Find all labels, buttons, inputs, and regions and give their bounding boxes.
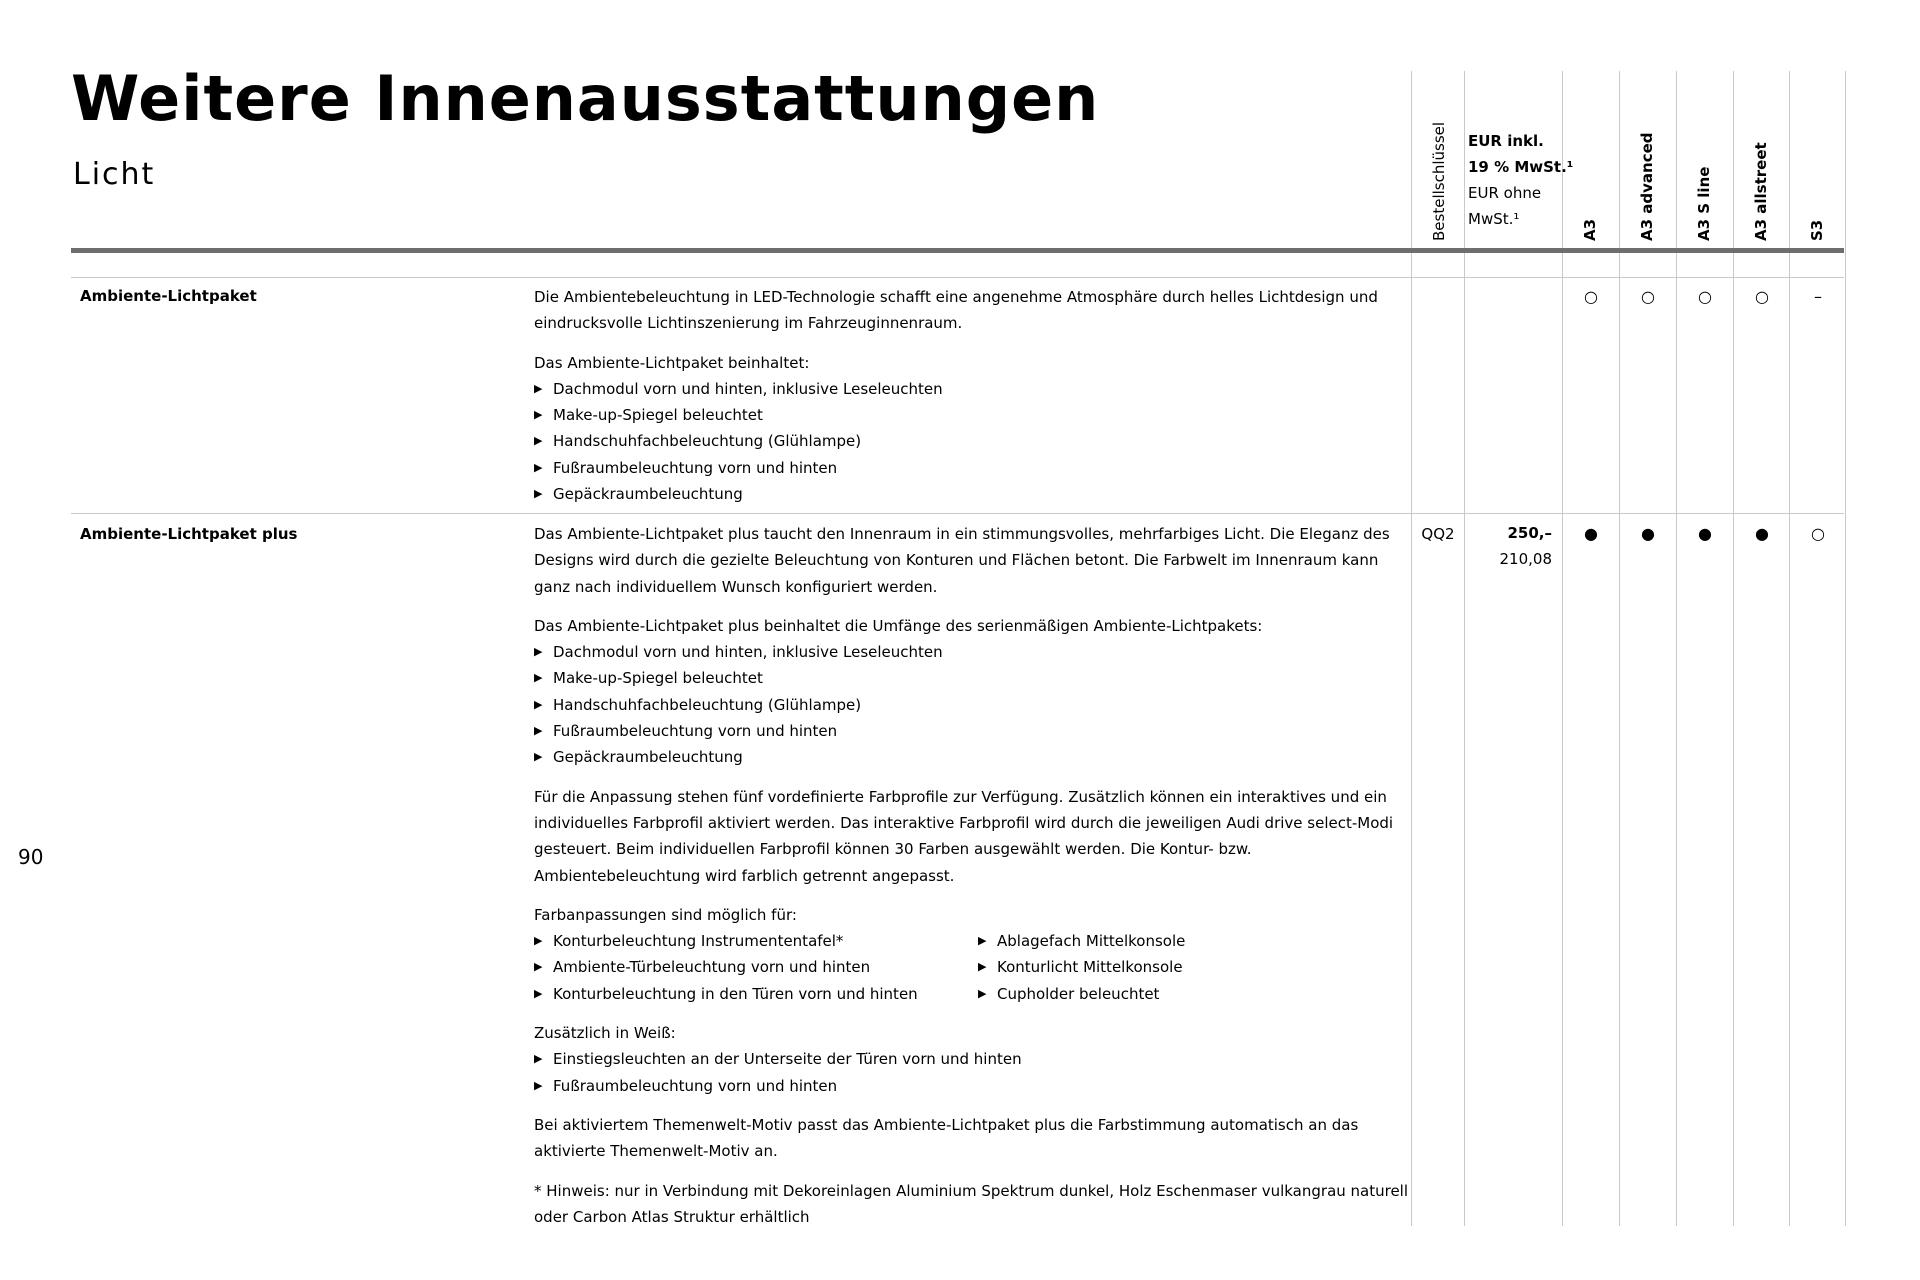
list-item: [534, 665, 1414, 691]
header-model-a3-allstreet: A3 allstreet: [1752, 142, 1770, 241]
row-name: Ambiente-Lichtpaket: [80, 287, 257, 305]
bullet-icon: ▶: [534, 408, 543, 422]
list-item: [534, 455, 1414, 481]
bullet-icon: ▶: [534, 960, 543, 974]
list-item-text: Gepäckraumbeleuchtung: [553, 485, 743, 504]
feature-list: [534, 376, 1414, 507]
bullet-icon: ▶: [534, 986, 543, 1000]
list-item: [534, 428, 1414, 454]
list-item: [534, 718, 1414, 744]
list-item-text: Ablagefach Mittelkonsole: [997, 932, 1186, 951]
list-item: [534, 744, 1414, 770]
list-item-text: Cupholder beleuchtet: [997, 984, 1160, 1003]
list-item-text: Make-up-Spiegel beleuchtet: [553, 669, 763, 688]
list-item: [978, 981, 1185, 1007]
list-item-text: Dachmodul vorn und hinten, inklusive Leseleuchten: [553, 379, 943, 398]
list-item-text: Make-up-Spiegel beleuchtet: [553, 406, 763, 425]
footnote-text: * Hinweis: nur in Verbindung mit Dekoreinlagen Aluminium Spektrum dunkel, Holz Eschenmaser vulkangrau naturell oder Carbon Atlas Struktur erhältlich: [534, 1181, 1409, 1226]
price-block: [1466, 520, 1552, 572]
list-item: [534, 376, 1414, 402]
header-eur-incl-2: 19 % MwSt.¹: [1468, 158, 1574, 176]
header-eur-incl-1: EUR inkl.: [1468, 132, 1544, 150]
availability-a3: ●: [1584, 524, 1598, 543]
header-model-a3-advanced: A3 advanced: [1638, 132, 1656, 241]
list-item: [534, 954, 978, 980]
list-item-text: Ambiente-Türbeleuchtung vorn und hinten: [553, 958, 871, 977]
list-item: [534, 928, 978, 954]
availability-a3-s-line: ○: [1698, 287, 1712, 306]
description-text: Das Ambiente-Lichtpaket plus taucht den Innenraum in ein stimmungsvolles, mehrfarbiges Licht. Die Eleganz des Designs wird durch die gezielte Beleuchtung von Konturen und Flächen betont. Die Farbwelt im Innenraum kann ganz nach individuellem Wunsch konfiguriert werden.: [534, 525, 1390, 596]
list-item: [534, 1046, 1414, 1072]
bullet-icon: ▶: [534, 645, 543, 659]
row-name: Ambiente-Lichtpaket plus: [80, 525, 298, 543]
list-item-text: Dachmodul vorn und hinten, inklusive Leseleuchten: [553, 643, 943, 662]
page-number: 90: [18, 845, 44, 869]
list-item: [534, 481, 1414, 507]
header-order-key: Bestellschlüssel: [1430, 121, 1448, 241]
header-model-a3-s-line: A3 S line: [1695, 166, 1713, 241]
profiles-text: Für die Anpassung stehen fünf vordefinierte Farbprofile zur Verfügung. Zusätzlich können ein interaktives und ein individuelles Farbprofil aktiviert werden. Das interaktive Farbprofil wird durch die jeweiligen Audi drive select-Modi gesteuert. Beim individuellen Farbprofil können 30 Farben ausgewählt werden. Die Kontur- bzw. Ambientebeleuchtung wird farblich getrennt angepasst.: [534, 787, 1394, 885]
color-list-left: [534, 928, 978, 1007]
availability-a3-allstreet: ○: [1755, 287, 1769, 306]
column-divider: [1464, 71, 1465, 1226]
list-item-text: Gepäckraumbeleuchtung: [553, 748, 743, 767]
list-item: [534, 402, 1414, 428]
list-item-text: Fußraumbeleuchtung vorn und hinten: [553, 722, 838, 741]
page-subtitle: Licht: [73, 157, 156, 192]
price-incl-vat: 250,–: [1507, 524, 1552, 542]
bullet-icon: ▶: [534, 934, 543, 948]
white-list-title: Zusätzlich in Weiß:: [534, 1024, 676, 1043]
list-item-text: Fußraumbeleuchtung vorn und hinten: [553, 458, 838, 477]
list-title: Das Ambiente-Lichtpaket beinhaltet:: [534, 353, 810, 372]
bullet-icon: ▶: [534, 381, 543, 395]
header-model-a3: A3: [1581, 218, 1599, 241]
bullet-icon: ▶: [534, 724, 543, 738]
list-item-text: Konturlicht Mittelkonsole: [997, 958, 1183, 977]
list-item-text: Handschuhfachbeleuchtung (Glühlampe): [553, 432, 862, 451]
list-item: [534, 981, 978, 1007]
theme-text: Bei aktiviertem Themenwelt-Motiv passt das Ambiente-Lichtpaket plus die Farbstimmung automatisch an das aktivierte Themenwelt-Motiv an.: [534, 1115, 1359, 1161]
white-list: [534, 1046, 1414, 1099]
availability-a3-allstreet: ●: [1755, 524, 1769, 543]
header-model-s3: S3: [1808, 219, 1826, 241]
list-title: Das Ambiente-Lichtpaket plus beinhaltet die Umfänge des serienmäßigen Ambiente-Lichtpakets:: [534, 616, 1263, 635]
row-description: [534, 521, 1414, 1243]
list-item-text: Fußraumbeleuchtung vorn und hinten: [553, 1076, 838, 1095]
header-eur: [1468, 128, 1573, 232]
availability-a3: ○: [1584, 287, 1598, 306]
bullet-icon: ▶: [534, 750, 543, 764]
availability-s3: ○: [1811, 524, 1825, 543]
column-divider: [1733, 71, 1734, 1226]
column-divider: [1619, 71, 1620, 1226]
list-item: [534, 639, 1414, 665]
bullet-icon: ▶: [534, 671, 543, 685]
availability-a3-advanced: ○: [1641, 287, 1655, 306]
column-divider: [1845, 71, 1846, 1226]
column-divider: [1562, 71, 1563, 1226]
description-text: Die Ambientebeleuchtung in LED-Technologie schafft eine angenehme Atmosphäre durch helles Lichtdesign und eindrucksvolle Lichtinszenierung im Fahrzeuginnenraum.: [534, 288, 1378, 333]
list-item: [534, 692, 1414, 718]
header-eur-excl-1: EUR ohne: [1468, 184, 1542, 202]
table-top-line: [71, 277, 1844, 278]
bullet-icon: ▶: [978, 986, 987, 1000]
column-divider: [1789, 71, 1790, 1226]
bullet-icon: ▶: [978, 934, 987, 948]
list-item-text: Handschuhfachbeleuchtung (Glühlampe): [553, 695, 862, 714]
bullet-icon: ▶: [534, 434, 543, 448]
color-list-title: Farbanpassungen sind möglich für:: [534, 905, 797, 924]
bullet-icon: ▶: [534, 1052, 543, 1066]
color-list-right: [978, 928, 1185, 1007]
list-item-text: Einstiegsleuchten an der Unterseite der Türen vorn und hinten: [553, 1050, 1022, 1069]
bullet-icon: ▶: [534, 487, 543, 501]
list-item-text: Konturbeleuchtung Instrumententafel*: [553, 932, 844, 951]
order-code: QQ2: [1421, 525, 1455, 543]
availability-a3-advanced: ●: [1641, 524, 1655, 543]
availability-s3: –: [1814, 287, 1822, 306]
bullet-icon: ▶: [534, 1078, 543, 1092]
header-rule: [71, 248, 1844, 253]
list-item: [534, 1073, 1414, 1099]
column-divider: [1676, 71, 1677, 1226]
page-title: Weitere Innenausstattungen: [71, 62, 1100, 135]
bullet-icon: ▶: [978, 960, 987, 974]
color-list: [534, 928, 1414, 1007]
header-eur-excl-2: MwSt.¹: [1468, 210, 1520, 228]
list-item: [978, 928, 1185, 954]
row-description: [534, 284, 1414, 520]
list-item: [978, 954, 1185, 980]
availability-a3-s-line: ●: [1698, 524, 1712, 543]
bullet-icon: ▶: [534, 460, 543, 474]
price-excl-vat: 210,08: [1499, 550, 1552, 568]
feature-list: [534, 639, 1414, 770]
list-item-text: Konturbeleuchtung in den Türen vorn und hinten: [553, 984, 918, 1003]
bullet-icon: ▶: [534, 697, 543, 711]
